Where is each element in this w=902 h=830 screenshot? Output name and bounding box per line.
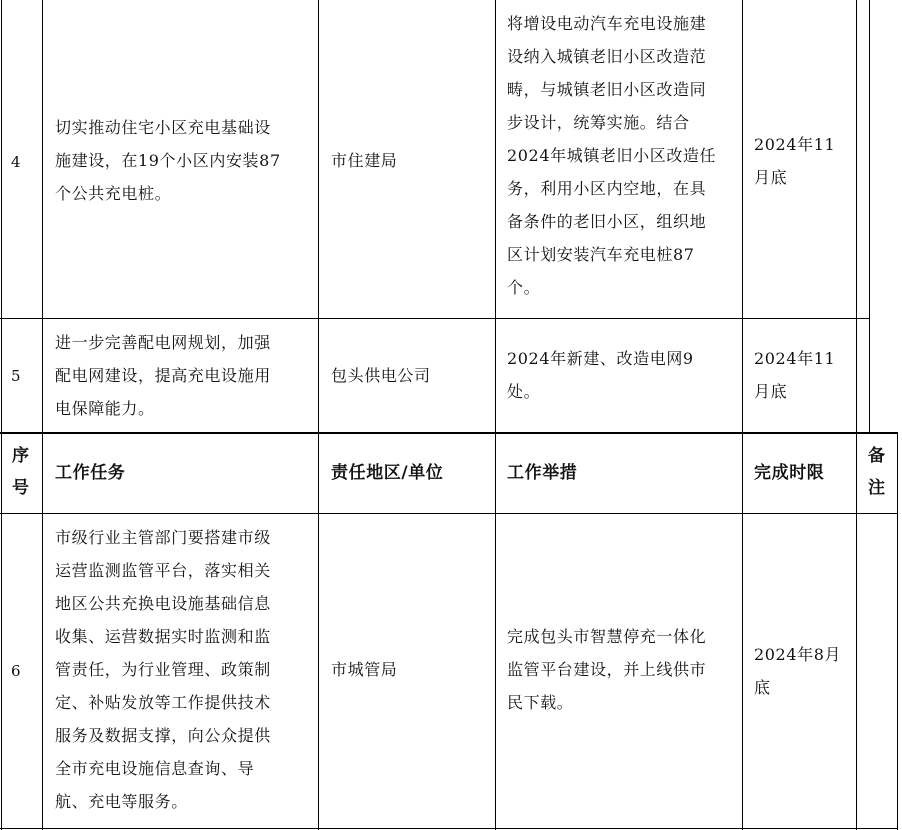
row-6-seq: 6 bbox=[11, 662, 22, 680]
col-divider bbox=[495, 0, 496, 830]
header-seq: 序 号 bbox=[12, 446, 30, 498]
col-divider bbox=[1, 0, 2, 830]
col-divider bbox=[897, 433, 898, 830]
header-task: 工作任务 bbox=[55, 463, 126, 483]
row-6-task: 市级行业主管部门要搭建市级 运营监测监管平台，落实相关 地区公共充换电设施基础信息 收集、运营数据实时监测和监 管责任，为行业管理、政策制 定、补贴发放等工作提供技术 服务及数据支撑，向公众提供 全市充电设施信息查询、导 航、充电等服务。 bbox=[55, 528, 271, 811]
col-divider bbox=[318, 0, 319, 830]
row-4-task: 切实推动住宅小区充电基础设 施建设，在19个小区内安装87 个公共充电桩。 bbox=[55, 118, 281, 203]
header-bottom-border bbox=[0, 513, 898, 514]
row-divider bbox=[0, 318, 870, 319]
row-5-task: 进一步完善配电网规划，加强 配电网建设，提高充电设施用 电保障能力。 bbox=[55, 333, 271, 418]
header-unit: 责任地区/单位 bbox=[331, 463, 444, 483]
row-5-measure: 2024年新建、改造电网9 处。 bbox=[507, 349, 694, 401]
row-6-unit: 市城管局 bbox=[331, 660, 398, 679]
col-divider bbox=[42, 0, 43, 830]
row-6-deadline: 2024年8月 底 bbox=[754, 645, 842, 697]
row-4-seq: 4 bbox=[11, 153, 22, 171]
col-divider bbox=[856, 433, 857, 830]
header-top-border bbox=[0, 432, 898, 434]
row-4-unit: 市住建局 bbox=[331, 151, 398, 170]
header-remark: 备 注 bbox=[868, 446, 886, 498]
row-5-seq: 5 bbox=[11, 367, 22, 385]
col-divider bbox=[869, 0, 870, 433]
col-divider bbox=[742, 0, 743, 830]
row-5-deadline: 2024年11 月底 bbox=[754, 349, 836, 401]
col-divider bbox=[856, 0, 857, 433]
row-4-deadline: 2024年11 月底 bbox=[754, 135, 836, 187]
header-measure: 工作举措 bbox=[507, 463, 578, 483]
table-bottom-border bbox=[0, 828, 898, 829]
row-4-measure: 将增设电动汽车充电设施建 设纳入城镇老旧小区改造范 畴，与城镇老旧小区改造同 步设计，统筹实施。结合 2024年城镇老旧小区改造任 务，利用小区内空地，在具 备条件的老旧小区，组织地 区计划安装汽车充电桩87 个。 bbox=[507, 14, 717, 297]
header-deadline: 完成时限 bbox=[754, 463, 825, 483]
row-6-measure: 完成包头市智慧停充一体化 监管平台建设，并上线供市 民下载。 bbox=[507, 627, 707, 712]
row-5-unit: 包头供电公司 bbox=[331, 366, 431, 385]
